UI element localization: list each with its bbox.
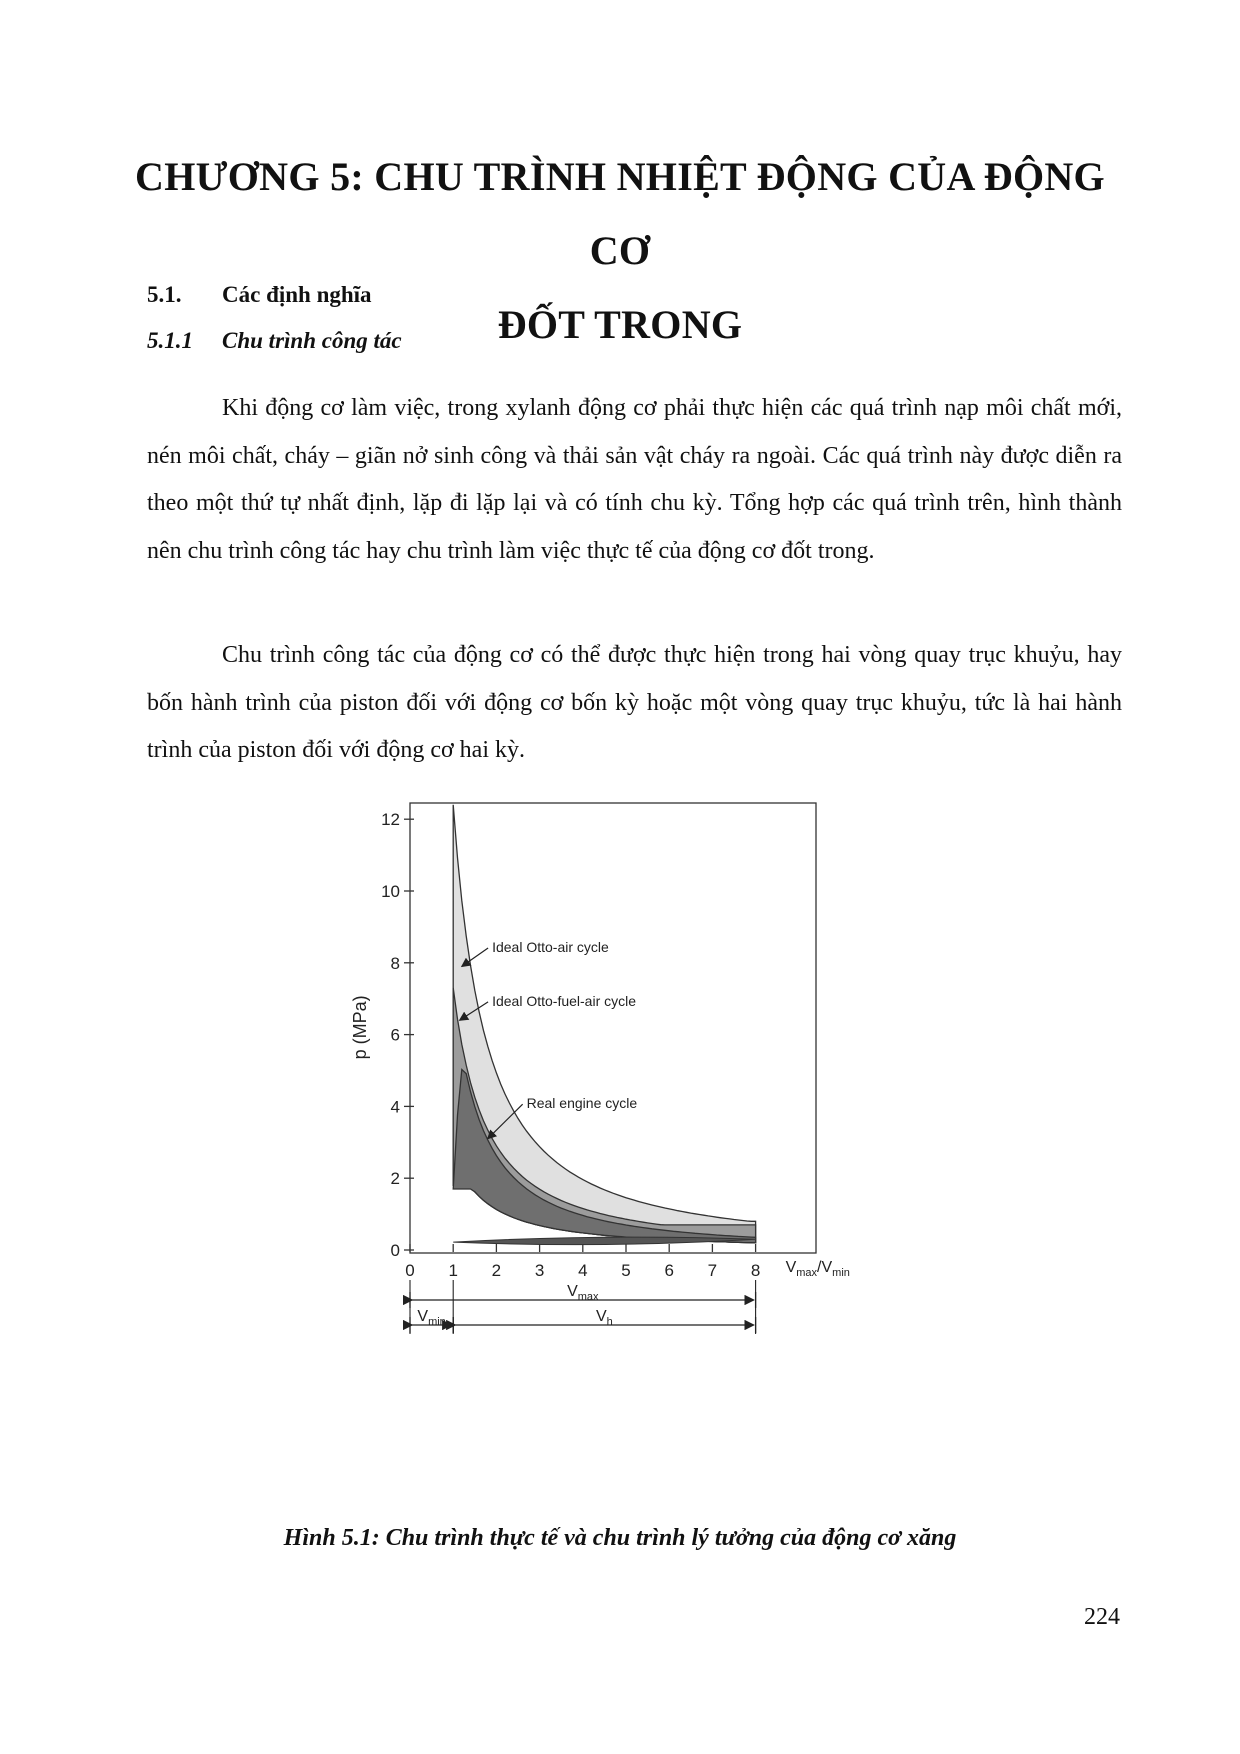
- paragraph-working-cycle: Khi động cơ làm việc, trong xylanh động cơ phải thực hiện các quá trình nạp môi chất mới, nén môi chất, cháy – giãn nở sinh công và thải sản vật cháy ra ngoài. Các quá trình này được diễn ra theo một thứ tự nhất định, lặp đi lặp lại và có tính chu kỳ. Tổng hợp các quá trình trên, hình thành nên chu trình công tác hay chu trình làm việc thực tế của động cơ đốt trong.: [147, 395, 1122, 564]
- chapter-title-line-1: CHƯƠNG 5: CHU TRÌNH NHIỆT ĐỘNG CỦA ĐỘNG CƠ: [135, 154, 1105, 273]
- dimension-label-3: $V_h$: [596, 1308, 613, 1328]
- annotation-label-1: Ideal Otto-air cycle: [492, 939, 609, 956]
- section-heading: [147, 282, 372, 308]
- x-tick-label: 1: [448, 1261, 458, 1280]
- section-number: 5.1.: [147, 282, 182, 307]
- annotation-label-3: Real engine cycle: [526, 1095, 638, 1112]
- chapter-title-line-2: ĐỐT TRONG: [497, 302, 743, 347]
- x-tick-label: 4: [578, 1261, 588, 1280]
- x-tick-label: 5: [621, 1261, 631, 1280]
- section-title: Các định nghĩa: [222, 282, 372, 307]
- dimension-label-1: $V_{max}$: [567, 1283, 599, 1303]
- subsection-number: 5.1.1: [147, 328, 193, 353]
- figure-caption: Hình 5.1: Chu trình thực tế và chu trình lý tưởng của động cơ xăng: [283, 1525, 957, 1551]
- x-tick-label: 2: [491, 1261, 502, 1280]
- x-tick-label: 8: [750, 1261, 761, 1280]
- y-tick-label: 4: [390, 1097, 400, 1117]
- y-axis-label: p (MPa): [350, 995, 370, 1060]
- x-tick-label: 0: [405, 1261, 415, 1280]
- dimension-label-2: $V_{min}$: [417, 1308, 446, 1328]
- x-tick-label: 7: [707, 1261, 718, 1280]
- x-axis-label: $V_{max}/V_{min}$: [785, 1259, 850, 1279]
- y-tick-label: 8: [390, 953, 400, 973]
- pumping-loop: [453, 1237, 755, 1244]
- page-number: 224: [1084, 1604, 1120, 1630]
- paragraph-strokes: Chu trình công tác của động cơ có thể được thực hiện trong hai vòng quay trục khuỷu, hay bốn hành trình của piston đối với động cơ bốn kỳ hoặc một vòng quay trục khuỷu, tức là hai hành trình của piston đối với động cơ hai kỳ.: [147, 642, 1122, 763]
- subsection-heading: [147, 328, 402, 354]
- y-tick-label: 6: [390, 1025, 400, 1045]
- figure-pv-diagram: [350, 795, 970, 1495]
- y-tick-label: 0: [390, 1241, 400, 1260]
- annotation-label-2: Ideal Otto-fuel-air cycle: [492, 992, 637, 1009]
- x-tick-label: 6: [664, 1261, 674, 1280]
- x-tick-label: 3: [534, 1261, 545, 1280]
- y-tick-label: 12: [381, 810, 400, 830]
- y-tick-label: 2: [390, 1169, 400, 1189]
- subsection-title: Chu trình công tác: [222, 328, 402, 353]
- pv-chart: [350, 795, 970, 1495]
- y-tick-label: 10: [381, 882, 400, 901]
